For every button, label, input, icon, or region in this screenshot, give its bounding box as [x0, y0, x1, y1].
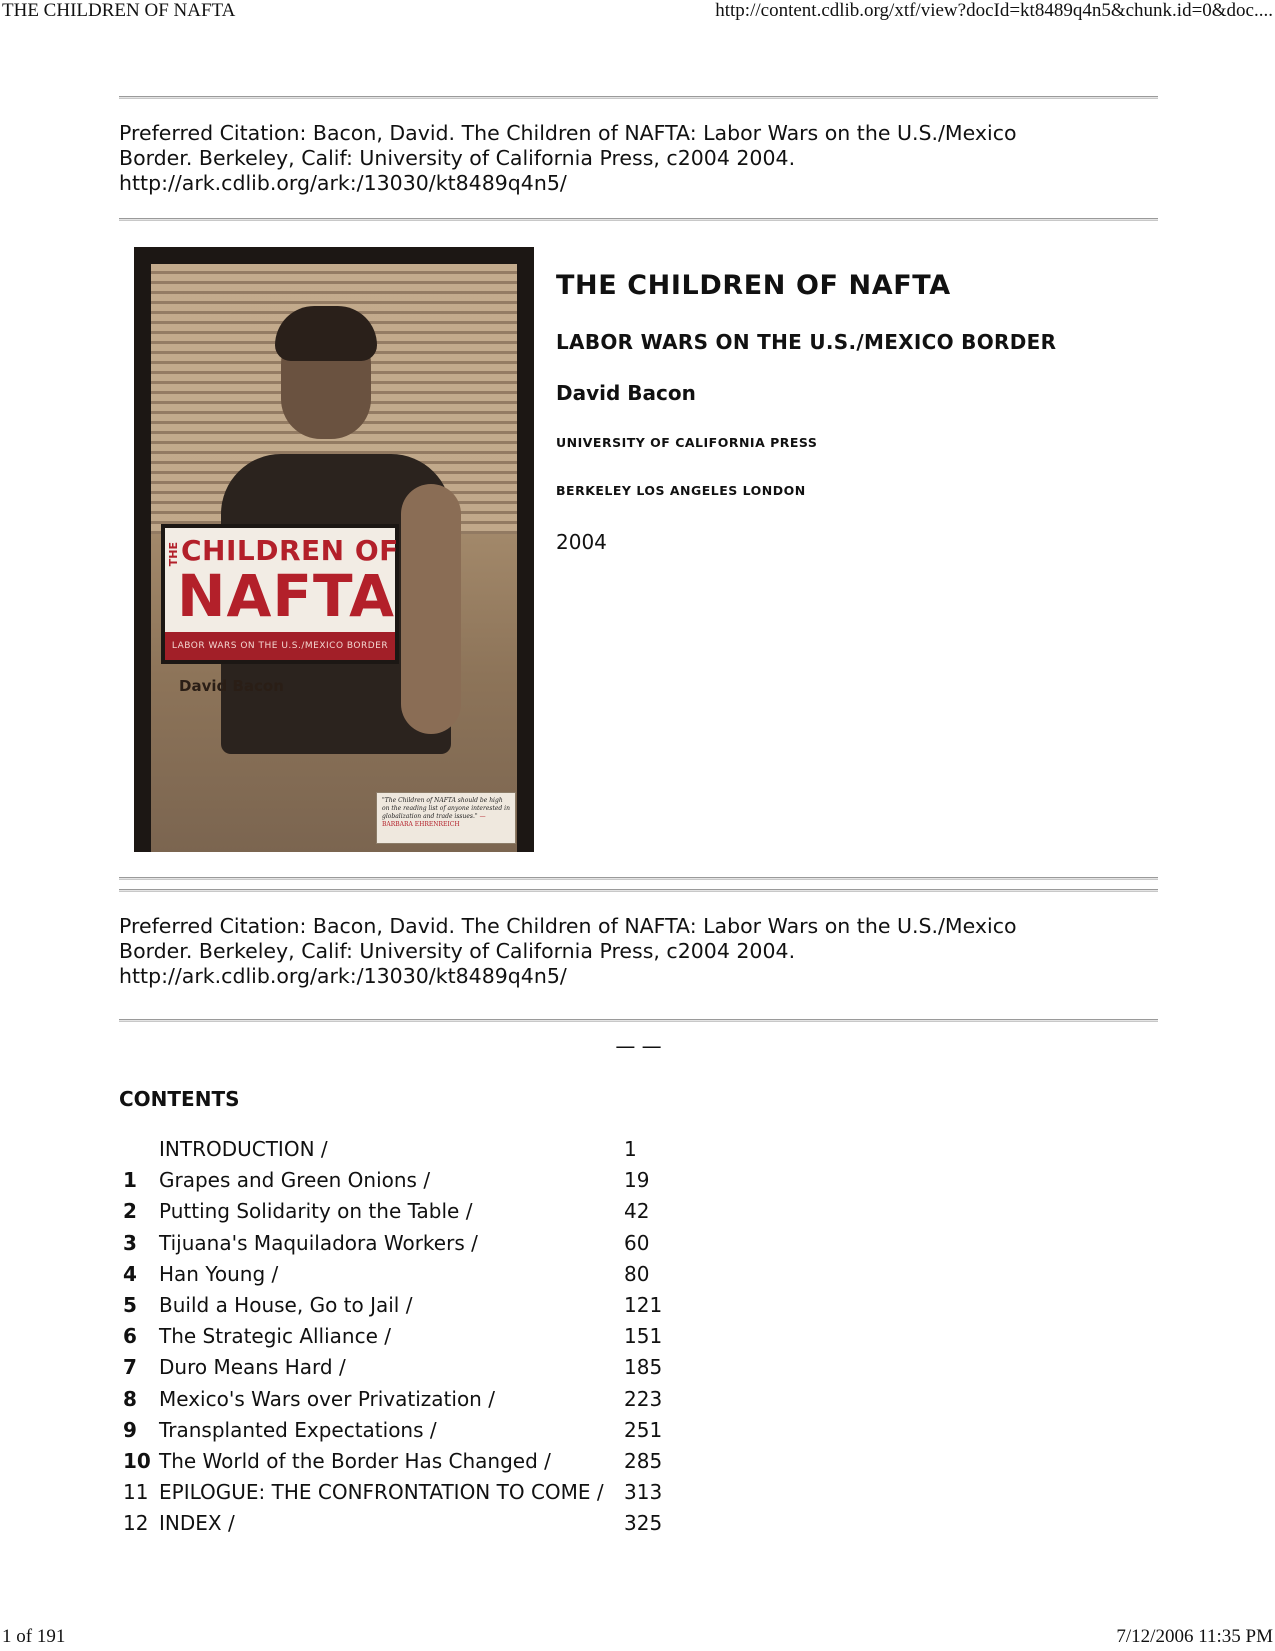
print-footer — [0, 1626, 1275, 1650]
book-author: David Bacon — [556, 381, 696, 405]
document-title: THE CHILDREN OF NAFTA — [2, 0, 236, 21]
toc-page-number: 223 — [624, 1386, 663, 1411]
toc-chapter-number: 8 — [123, 1386, 137, 1411]
preferred-citation — [119, 914, 1119, 989]
toc-chapter-title[interactable]: Duro Means Hard / — [159, 1355, 346, 1380]
toc-chapter-title[interactable]: The World of the Border Has Changed / — [159, 1448, 551, 1473]
citation-link[interactable]: http://ark.cdlib.org/ark:/13030/kt8489q4n5/ — [119, 964, 567, 988]
citation-line: Preferred Citation: Bacon, David. The Children of NAFTA: Labor Wars on the U.S./Mexico — [119, 121, 1017, 145]
cover-photo — [151, 264, 517, 852]
toc-chapter-number: 12 — [123, 1511, 149, 1536]
toc-page-number: 185 — [624, 1355, 663, 1380]
cover-title-line1: CHILDREN OF — [181, 534, 399, 567]
toc-chapter-number: 3 — [123, 1230, 137, 1255]
citation-line: Border. Berkeley, Calif: University of California Press, c2004 2004. — [119, 939, 796, 963]
horizontal-rule — [119, 1019, 1158, 1022]
publisher-cities: BERKELEY LOS ANGELES LONDON — [556, 483, 806, 498]
toc-page-number: 42 — [624, 1199, 650, 1224]
toc-page-number: 121 — [624, 1292, 663, 1317]
toc-page-number: 60 — [624, 1230, 650, 1255]
print-timestamp: 7/12/2006 11:35 PM — [1116, 1626, 1273, 1647]
toc-chapter-title[interactable]: EPILOGUE: THE CONFRONTATION TO COME / — [159, 1480, 604, 1505]
toc-chapter-title[interactable]: Grapes and Green Onions / — [159, 1168, 431, 1193]
book-cover-image — [134, 247, 534, 852]
toc-chapter-title[interactable]: INTRODUCTION / — [159, 1137, 328, 1161]
cover-title-panel — [161, 524, 399, 664]
cover-author: David Bacon — [179, 677, 284, 695]
toc-chapter-number: 2 — [123, 1199, 137, 1224]
publication-year: 2004 — [556, 530, 607, 554]
toc-page-number: 19 — [624, 1168, 650, 1193]
toc-page-number: 285 — [624, 1448, 663, 1473]
cover-title-line2: NAFTA — [177, 562, 395, 630]
toc-chapter-number: 1 — [123, 1168, 137, 1193]
page-separator: — — — [615, 1034, 662, 1058]
print-header — [0, 0, 1275, 24]
cover-the: THE — [167, 542, 180, 567]
toc-page-number: 80 — [624, 1261, 650, 1286]
horizontal-rule — [119, 877, 1158, 880]
horizontal-rule — [119, 218, 1158, 221]
toc-chapter-title[interactable]: INDEX / — [159, 1511, 235, 1536]
page-indicator: 1 of 191 — [2, 1626, 66, 1647]
toc-page-number: 251 — [624, 1417, 663, 1442]
book-subtitle: LABOR WARS ON THE U.S./MEXICO BORDER — [556, 330, 1057, 354]
toc-chapter-title[interactable]: Tijuana's Maquiladora Workers / — [159, 1230, 478, 1255]
toc-chapter-title[interactable]: The Strategic Alliance / — [159, 1324, 392, 1349]
horizontal-rule — [119, 889, 1158, 892]
cover-subtitle: LABOR WARS ON THE U.S./MEXICO BORDER — [165, 632, 395, 660]
toc-page-number: 1 — [624, 1137, 637, 1161]
cover-blurb: "The Children of NAFTA should be high on the reading list of anyone interested in globalization and trade issues." — BARBARA EHRENREICH — [376, 792, 516, 844]
toc-chapter-title[interactable]: Mexico's Wars over Privatization / — [159, 1386, 495, 1411]
publisher: UNIVERSITY OF CALIFORNIA PRESS — [556, 435, 818, 450]
toc-page-number: 313 — [624, 1480, 663, 1505]
page-url[interactable]: http://content.cdlib.org/xtf/view?docId=kt8489q4n5&chunk.id=0&doc.... — [715, 0, 1273, 21]
toc-chapter-title[interactable]: Build a House, Go to Jail / — [159, 1292, 413, 1317]
toc-chapter-number: 10 — [123, 1448, 151, 1473]
citation-link[interactable]: http://ark.cdlib.org/ark:/13030/kt8489q4n5/ — [119, 171, 567, 195]
preferred-citation — [119, 121, 1119, 196]
toc-chapter-title[interactable]: Han Young / — [159, 1261, 279, 1286]
toc-chapter-number: 5 — [123, 1292, 137, 1317]
toc-chapter-number: 4 — [123, 1261, 137, 1286]
toc-chapter-title[interactable]: Transplanted Expectations / — [159, 1417, 437, 1442]
toc-chapter-number: 11 — [123, 1480, 149, 1505]
book-title: THE CHILDREN OF NAFTA — [556, 270, 951, 301]
toc-page-number: 325 — [624, 1511, 663, 1536]
toc-chapter-title[interactable]: Putting Solidarity on the Table / — [159, 1199, 473, 1224]
citation-line: Border. Berkeley, Calif: University of California Press, c2004 2004. — [119, 146, 796, 170]
toc-page-number: 151 — [624, 1324, 663, 1349]
horizontal-rule — [119, 96, 1158, 99]
toc-chapter-number: 6 — [123, 1324, 137, 1349]
contents-heading: CONTENTS — [119, 1087, 240, 1111]
citation-line: Preferred Citation: Bacon, David. The Children of NAFTA: Labor Wars on the U.S./Mexico — [119, 914, 1017, 938]
toc-chapter-number: 7 — [123, 1355, 137, 1380]
toc-chapter-number: 9 — [123, 1417, 137, 1442]
